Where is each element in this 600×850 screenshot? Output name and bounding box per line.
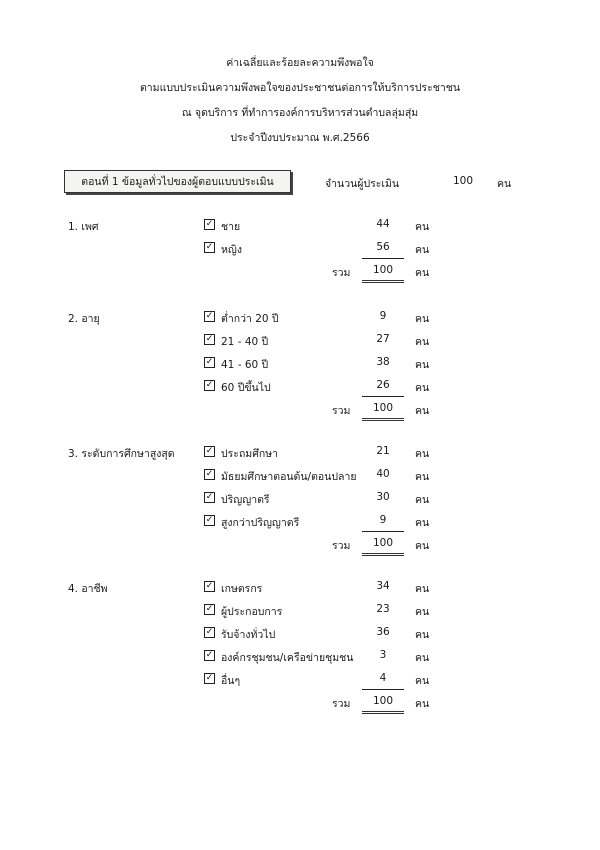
option-label: ชาย bbox=[221, 221, 241, 233]
checked-checkbox-icon[interactable]: ✓ bbox=[205, 357, 214, 367]
total-label: รวม bbox=[332, 267, 351, 279]
option-row bbox=[0, 445, 600, 463]
total-row bbox=[0, 537, 600, 555]
checked-checkbox-icon[interactable]: ✓ bbox=[205, 515, 214, 525]
total-unit: คน bbox=[415, 405, 430, 417]
checked-checkbox-icon[interactable]: ✓ bbox=[205, 446, 214, 456]
section-label: 1. เพศ bbox=[68, 221, 99, 233]
respondents-total: 100 bbox=[453, 175, 474, 187]
total-double-underline bbox=[362, 280, 404, 283]
option-unit: คน bbox=[415, 494, 430, 506]
title-line-1: ค่าเฉลี่ยและร้อยละความพึงพอใจ bbox=[226, 57, 374, 69]
part-header-box bbox=[64, 170, 291, 193]
section-label: 4. อาชีพ bbox=[68, 583, 108, 595]
option-unit: คน bbox=[415, 629, 430, 641]
checked-checkbox-icon[interactable]: ✓ bbox=[205, 581, 214, 591]
option-label: 21 - 40 ปี bbox=[221, 336, 269, 348]
total-double-underline bbox=[362, 553, 404, 556]
option-label: 60 ปีขึ้นไป bbox=[221, 382, 271, 394]
option-count: 40 bbox=[376, 468, 390, 480]
option-count: 56 bbox=[376, 241, 390, 253]
option-count: 26 bbox=[376, 379, 390, 391]
option-unit: คน bbox=[415, 359, 430, 371]
total-unit: คน bbox=[415, 540, 430, 552]
checked-checkbox-icon[interactable]: ✓ bbox=[205, 242, 214, 252]
option-row bbox=[0, 649, 600, 667]
title-line-4: ประจำปีงบประมาณ พ.ศ.2566 bbox=[230, 132, 370, 144]
subtotal-underline bbox=[362, 258, 404, 259]
option-unit: คน bbox=[415, 675, 430, 687]
total-value: 100 bbox=[372, 695, 394, 707]
checked-checkbox-icon[interactable]: ✓ bbox=[205, 604, 214, 614]
option-row bbox=[0, 310, 600, 328]
option-label: หญิง bbox=[221, 244, 242, 256]
option-row bbox=[0, 603, 600, 621]
option-unit: คน bbox=[415, 336, 430, 348]
total-row bbox=[0, 264, 600, 282]
option-unit: คน bbox=[415, 313, 430, 325]
total-double-underline bbox=[362, 711, 404, 714]
respondents-unit: คน bbox=[497, 178, 512, 190]
total-unit: คน bbox=[415, 698, 430, 710]
option-label: 41 - 60 ปี bbox=[221, 359, 269, 371]
checked-checkbox-icon[interactable]: ✓ bbox=[205, 492, 214, 502]
total-value: 100 bbox=[372, 264, 394, 276]
option-row bbox=[0, 356, 600, 374]
option-label: อื่นๆ bbox=[221, 675, 241, 687]
checked-checkbox-icon[interactable]: ✓ bbox=[205, 469, 214, 479]
option-count: 23 bbox=[376, 603, 390, 615]
option-count: 44 bbox=[376, 218, 390, 230]
checked-checkbox-icon[interactable]: ✓ bbox=[205, 219, 214, 229]
title-line-2: ตามแบบประเมินความพึงพอใจของประชาชนต่อการให้บริการประชาชน bbox=[139, 82, 461, 94]
option-unit: คน bbox=[415, 221, 430, 233]
option-row bbox=[0, 241, 600, 259]
option-unit: คน bbox=[415, 652, 430, 664]
option-unit: คน bbox=[415, 517, 430, 529]
total-label: รวม bbox=[332, 405, 351, 417]
respondents-label: จำนวนผู้ประเมิน bbox=[325, 178, 400, 190]
checked-checkbox-icon[interactable]: ✓ bbox=[205, 627, 214, 637]
option-row bbox=[0, 333, 600, 351]
option-row bbox=[0, 514, 600, 532]
total-row bbox=[0, 695, 600, 713]
option-count: 3 bbox=[379, 649, 387, 661]
option-count: 36 bbox=[376, 626, 390, 638]
checked-checkbox-icon[interactable]: ✓ bbox=[205, 650, 214, 660]
option-unit: คน bbox=[415, 382, 430, 394]
option-label: มัธยมศึกษาตอนต้น/ตอนปลาย bbox=[221, 471, 357, 483]
total-double-underline bbox=[362, 418, 404, 421]
checked-checkbox-icon[interactable]: ✓ bbox=[205, 334, 214, 344]
option-row bbox=[0, 468, 600, 486]
option-count: 34 bbox=[376, 580, 390, 592]
subtotal-underline bbox=[362, 396, 404, 397]
option-label: องค์กรชุมชน/เครือข่ายชุมชน bbox=[221, 652, 354, 664]
total-label: รวม bbox=[332, 540, 351, 552]
option-count: 21 bbox=[376, 445, 390, 457]
title-line-3: ณ จุดบริการ ที่ทำการองค์การบริหารส่วนตำบลลุ่มสุ่ม bbox=[181, 107, 419, 119]
total-value: 100 bbox=[372, 537, 394, 549]
checked-checkbox-icon[interactable]: ✓ bbox=[205, 673, 214, 683]
option-label: ผู้ประกอบการ bbox=[221, 606, 283, 618]
part-header-label: ตอนที่ 1 ข้อมูลทั่วไปของผู้ตอบแบบประเมิน bbox=[81, 176, 274, 188]
option-row bbox=[0, 379, 600, 397]
option-row bbox=[0, 580, 600, 598]
option-label: ต่ำกว่า 20 ปี bbox=[221, 313, 279, 325]
option-row bbox=[0, 626, 600, 644]
option-unit: คน bbox=[415, 606, 430, 618]
option-count: 27 bbox=[376, 333, 390, 345]
checked-checkbox-icon[interactable]: ✓ bbox=[205, 311, 214, 321]
option-unit: คน bbox=[415, 448, 430, 460]
option-unit: คน bbox=[415, 244, 430, 256]
option-count: 4 bbox=[379, 672, 387, 684]
total-label: รวม bbox=[332, 698, 351, 710]
option-count: 30 bbox=[376, 491, 390, 503]
option-label: ปริญญาตรี bbox=[221, 494, 270, 506]
total-row bbox=[0, 402, 600, 420]
option-unit: คน bbox=[415, 583, 430, 595]
subtotal-underline bbox=[362, 689, 404, 690]
option-unit: คน bbox=[415, 471, 430, 483]
option-count: 9 bbox=[379, 514, 387, 526]
total-unit: คน bbox=[415, 267, 430, 279]
option-label: สูงกว่าปริญญาตรี bbox=[221, 517, 300, 529]
total-value: 100 bbox=[372, 402, 394, 414]
checked-checkbox-icon[interactable]: ✓ bbox=[205, 380, 214, 390]
option-label: รับจ้างทั่วไป bbox=[221, 629, 276, 641]
option-row bbox=[0, 218, 600, 236]
option-label: เกษตรกร bbox=[221, 583, 263, 595]
option-label: ประถมศึกษา bbox=[221, 448, 279, 460]
option-row bbox=[0, 491, 600, 509]
subtotal-underline bbox=[362, 531, 404, 532]
option-count: 9 bbox=[379, 310, 387, 322]
option-count: 38 bbox=[376, 356, 390, 368]
option-row bbox=[0, 672, 600, 690]
section-label: 2. อายุ bbox=[68, 313, 100, 325]
section-label: 3. ระดับการศึกษาสูงสุด bbox=[68, 448, 175, 460]
